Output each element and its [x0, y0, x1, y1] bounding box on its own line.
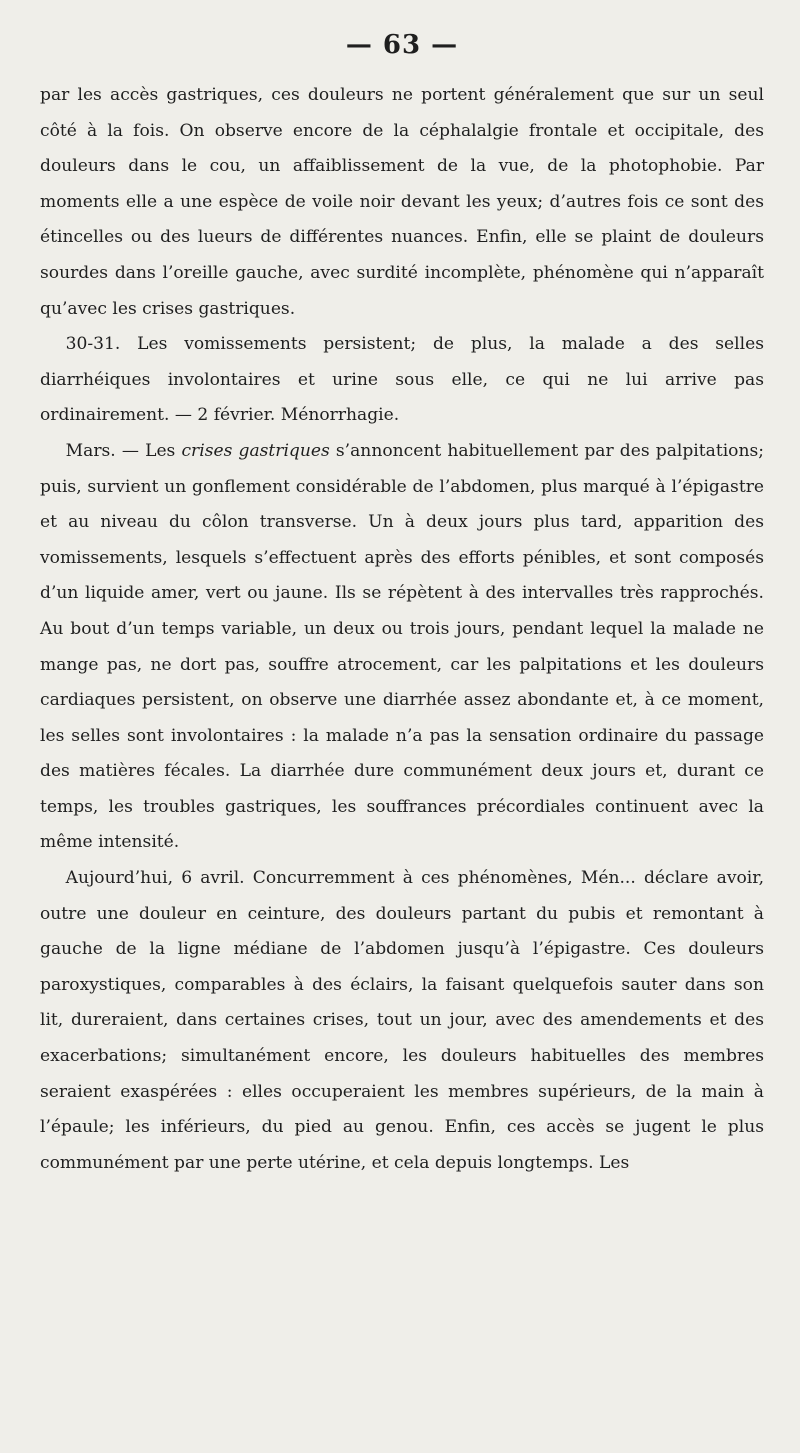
paragraph-2: 30-31. Les vomissements persistent; de plus, la malade a des selles diarrhéiques involontaires et urine sous elle, ce qui ne lui arrive pas ordinairement. — 2 février. Ménorrhagie. — [40, 334, 764, 426]
paragraph-1: par les accès gastriques, ces douleurs ne portent généralement que sur un seul côté à la fois. On observe encore de la céphalalgie frontale et occipitale, des douleurs dans le cou, un affaiblissement de la vue, de la photophobie. Par moments elle a une espèce de voile noir devant les yeux; d’autres fois ce sont des étincelles ou des lueurs de différentes nuances. Enfin, elle se plaint de douleurs sourdes dans l’oreille gauche, avec surdité incomplète, phénomène qui n’apparaît qu’avec les crises gastriques. — [40, 85, 764, 319]
paragraph-3-italic: crises gastriques — [181, 440, 330, 461]
paragraph-3-lead: Mars. — Les — [65, 440, 182, 461]
paragraph-4: Aujourd’hui, 6 avril. Concurremment à ces phénomènes, Mén... déclare avoir, outre une douleur en ceinture, des douleurs partant du pubis et remontant à gauche de la ligne médiane de l’abdomen jusqu’à l’épigastre. Ces douleurs paroxystiques, comparables à des éclairs, la faisant quelquefois sauter dans son lit, dureraient, dans certaines crises, tout un jour, avec des amendements et des exacerbations; simultanément encore, les douleurs habituelles des membres seraient exaspérées : elles occuperaient les membres supérieurs, de la main à l’épaule; les inférieurs, du pied au genou. Enfin, ces accès se jugent le plus communément par une perte utérine, et cela depuis longtemps. Les — [40, 868, 764, 1173]
body-text — [40, 78, 764, 1181]
paragraph-3 — [40, 434, 764, 861]
page-number: — 63 — — [345, 30, 459, 60]
paragraph-3-rest: s’annoncent habituellement par des palpitations; puis, survient un gonflement considérable de l’abdomen, plus marqué à l’épigastre et au niveau du côlon transverse. Un à deux jours plus tard, apparition des vomissements, lesquels s’effectuent après des efforts pénibles, et sont composés d’un liquide amer, vert ou jaune. Ils se répètent à des intervalles très rapprochés. Au bout d’un temps variable, un deux ou trois jours, pendant lequel la malade ne mange pas, ne dort pas, souffre atrocement, car les palpitations et les douleurs cardiaques persistent, on observe une diarrhée assez abondante et, à ce moment, les selles sont involontaires : la malade n’a pas la sensation ordinaire du passage des matières fécales. La diarrhée dure communément deux jours et, durant ce temps, les troubles gastriques, les souffrances précordiales continuent avec la même intensité. — [40, 440, 764, 853]
